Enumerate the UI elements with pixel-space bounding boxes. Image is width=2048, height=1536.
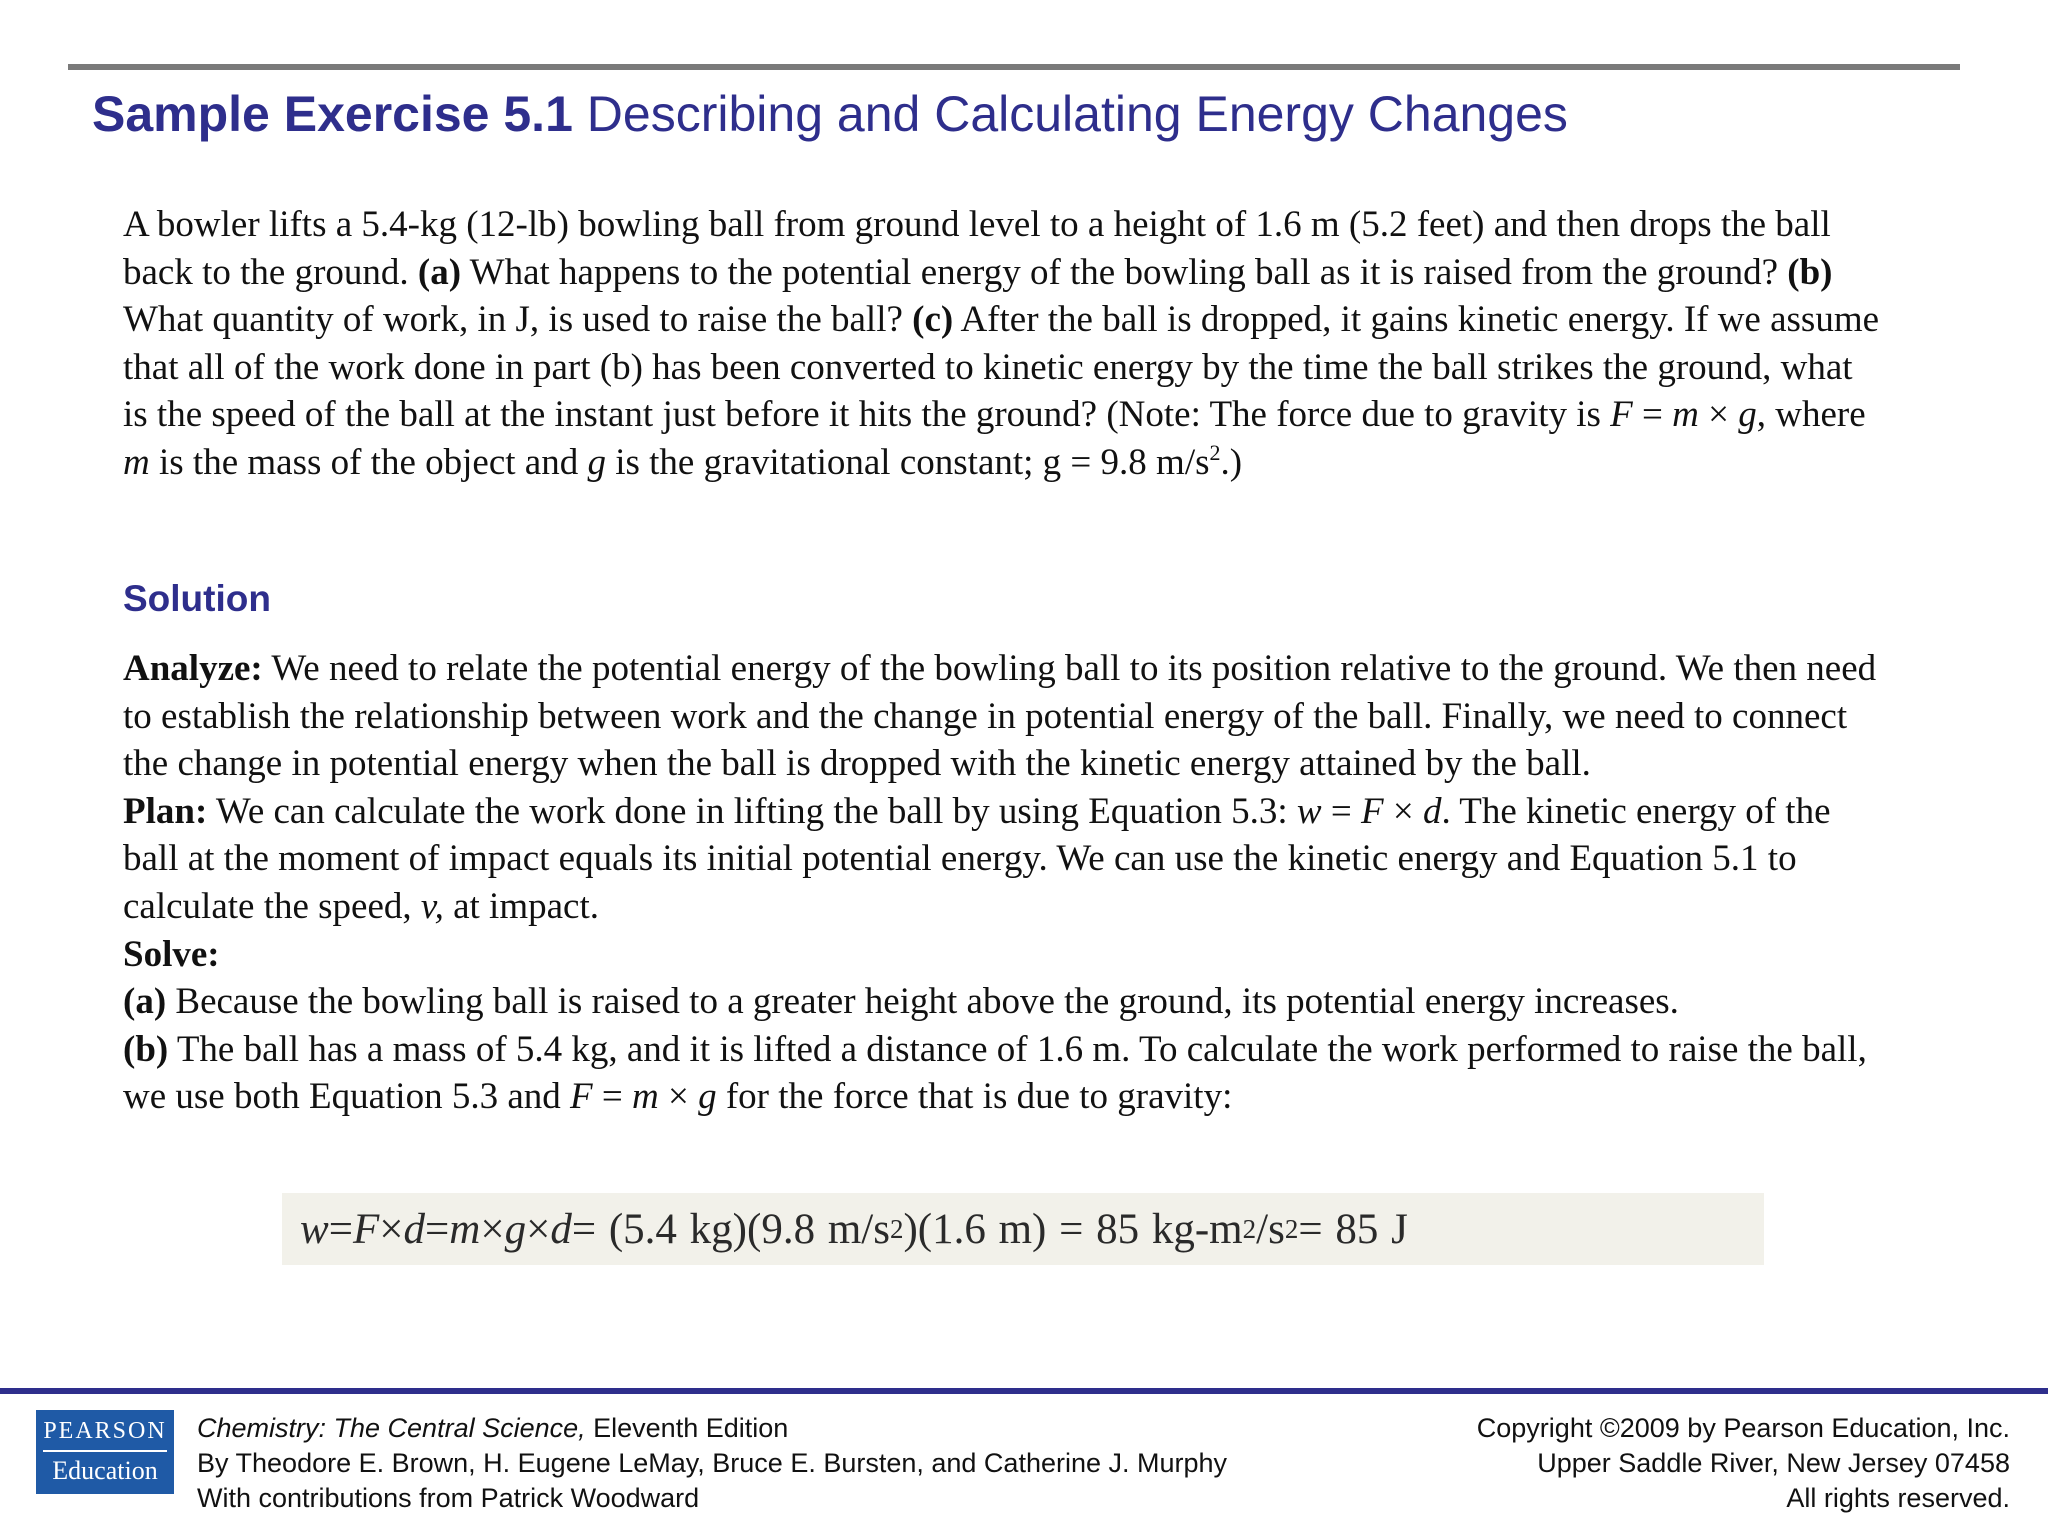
problem-text: is the mass of the object and	[149, 441, 588, 483]
footer-edition: Eleventh Edition	[585, 1413, 789, 1443]
page-title	[92, 82, 1568, 146]
var-force: F	[1360, 790, 1384, 832]
part-b-text: =	[592, 1076, 632, 1118]
var-speed: v,	[420, 885, 444, 927]
title-topic: Describing and Calculating Energy Changes	[586, 86, 1568, 142]
eq-text: ×	[480, 1205, 505, 1253]
part-b-label: (b)	[123, 1028, 169, 1070]
footer-address: Upper Saddle River, New Jersey 07458	[1537, 1448, 2010, 1478]
var-work: w	[1296, 790, 1322, 832]
solution-heading: Solution	[123, 578, 271, 619]
top-rule	[68, 64, 1960, 70]
logo-pearson-text: PEARSON	[43, 1416, 167, 1452]
eq-var-distance: d	[403, 1205, 425, 1253]
solve-part-a	[123, 978, 1883, 1026]
problem-text: =	[1632, 394, 1673, 436]
eq-text: =	[328, 1205, 353, 1253]
problem-text: After the ball is dropped, it gains kinetic energy. If we assume that all of the work done in part (b) has been converted to kinetic energy by the time the ball strikes the ground, what is the speed of the ball at the instant just before it hits the ground? (Note: The force due to gravity is	[123, 299, 1880, 436]
work-equation: w = F × d = m × g × d = (5.4 kg)(9.8 m/s 2 )(1.6 m) = 85 kg-m 2 /s 2 = 85 J	[282, 1193, 1764, 1265]
problem-text: What happens to the potential energy of the bowling ball as it is raised from the ground?	[461, 251, 1788, 293]
problem-text: ×	[1698, 394, 1739, 436]
footer-authors: By Theodore E. Brown, H. Eugene LeMay, Bruce E. Bursten, and Catherine J. Murphy	[197, 1448, 1228, 1478]
problem-text: is the gravitational constant; g = 9.8 m/s	[605, 441, 1210, 483]
solve-label-line	[123, 931, 1883, 979]
eq-text: = (5.4 kg)(9.8 m/s	[571, 1205, 890, 1253]
pearson-education-logo	[36, 1410, 174, 1494]
eq-text: ×	[526, 1205, 551, 1253]
analyze-text: We need to relate the potential energy of the bowling ball to its position relative to the ground. We then need to establish the relationship between work and the change in potential energy of the ball. Finally, we need to connect the change in potential energy when the ball is dropped with the kinetic energy attained by the ball.	[123, 648, 1877, 785]
problem-text: , where	[1756, 394, 1866, 436]
footer-contributions: With contributions from Patrick Woodward	[197, 1483, 700, 1513]
footer-book-title: Chemistry: The Central Science,	[197, 1413, 586, 1443]
footer-rights: All rights reserved.	[1786, 1483, 2010, 1513]
eq-var-force: F	[352, 1205, 380, 1253]
logo-education-text: Education	[52, 1456, 158, 1485]
eq-text: = 85 J	[1298, 1205, 1408, 1253]
superscript: 2	[1209, 439, 1221, 465]
problem-statement	[123, 201, 1883, 487]
var-force: F	[1610, 394, 1633, 436]
solve-part-b	[123, 1026, 1883, 1121]
var-mass: m	[631, 1076, 659, 1118]
eq-text: )(1.6 m) = 85 kg-m	[903, 1205, 1243, 1253]
var-gravity: g	[698, 1076, 717, 1118]
part-c-label: (c)	[912, 299, 954, 341]
part-a-label: (a)	[123, 981, 167, 1023]
eq-var-work: w	[300, 1205, 329, 1253]
eq-var-mass: m	[449, 1205, 481, 1253]
plan-label: Plan:	[123, 790, 208, 832]
problem-text: .)	[1220, 441, 1243, 483]
plan-text: We can calculate the work done in lifting the ball by using Equation 5.3:	[207, 790, 1297, 832]
plan-text: ×	[1383, 790, 1423, 832]
problem-paragraph	[123, 201, 1883, 487]
solution-body	[123, 645, 1883, 1121]
part-a-text: Because the bowling ball is raised to a greater height above the ground, its potential energy increases.	[166, 981, 1679, 1023]
part-b-label: (b)	[1787, 251, 1833, 293]
plan-text: . The kinetic energy of the ball at the moment of impact equals its initial potential energy. We can use the kinetic energy and Equation 5.1 to calculate the speed,	[123, 790, 1831, 927]
eq-var-gravity: g	[504, 1205, 527, 1253]
plan-text: =	[1321, 790, 1361, 832]
part-b-text: ×	[658, 1076, 699, 1118]
var-mass: m	[123, 441, 150, 483]
eq-text: ×	[379, 1205, 404, 1253]
part-b-text: for the force that is due to gravity:	[716, 1076, 1233, 1118]
var-distance: d	[1422, 790, 1442, 832]
analyze-paragraph	[123, 645, 1883, 788]
footer-rule	[0, 1388, 2048, 1394]
title-exercise-number: Sample Exercise 5.1	[92, 86, 573, 142]
footer-copyright	[1477, 1411, 2010, 1516]
plan-text: at impact.	[443, 885, 599, 927]
plan-paragraph	[123, 788, 1883, 931]
problem-text: A bowler lifts a 5.4-kg (12-lb) bowling ball from ground level to a height of 1.6 m (5.2 feet) and then drops the ball back to the ground.	[123, 204, 1831, 293]
part-b-text: The ball has a mass of 5.4 kg, and it is lifted a distance of 1.6 m. To calculate the work performed to raise the ball, we use both Equation 5.3 and	[123, 1028, 1867, 1118]
var-mass: m	[1672, 394, 1699, 436]
eq-text: /s	[1256, 1205, 1285, 1253]
problem-text: What quantity of work, in J, is used to raise the ball?	[123, 299, 913, 341]
part-a-label: (a)	[417, 251, 462, 293]
footer-title-line	[197, 1411, 1227, 1446]
analyze-label: Analyze:	[123, 648, 263, 689]
var-gravity: g	[587, 441, 606, 483]
eq-var-distance: d	[550, 1205, 572, 1253]
footer-book-info	[197, 1411, 1227, 1516]
footer-copyright-line: Copyright ©2009 by Pearson Education, Inc.	[1476, 1413, 2010, 1443]
var-gravity: g	[1738, 394, 1757, 436]
solve-label: Solve:	[123, 933, 220, 975]
var-force: F	[570, 1076, 593, 1118]
eq-text: =	[425, 1205, 450, 1253]
